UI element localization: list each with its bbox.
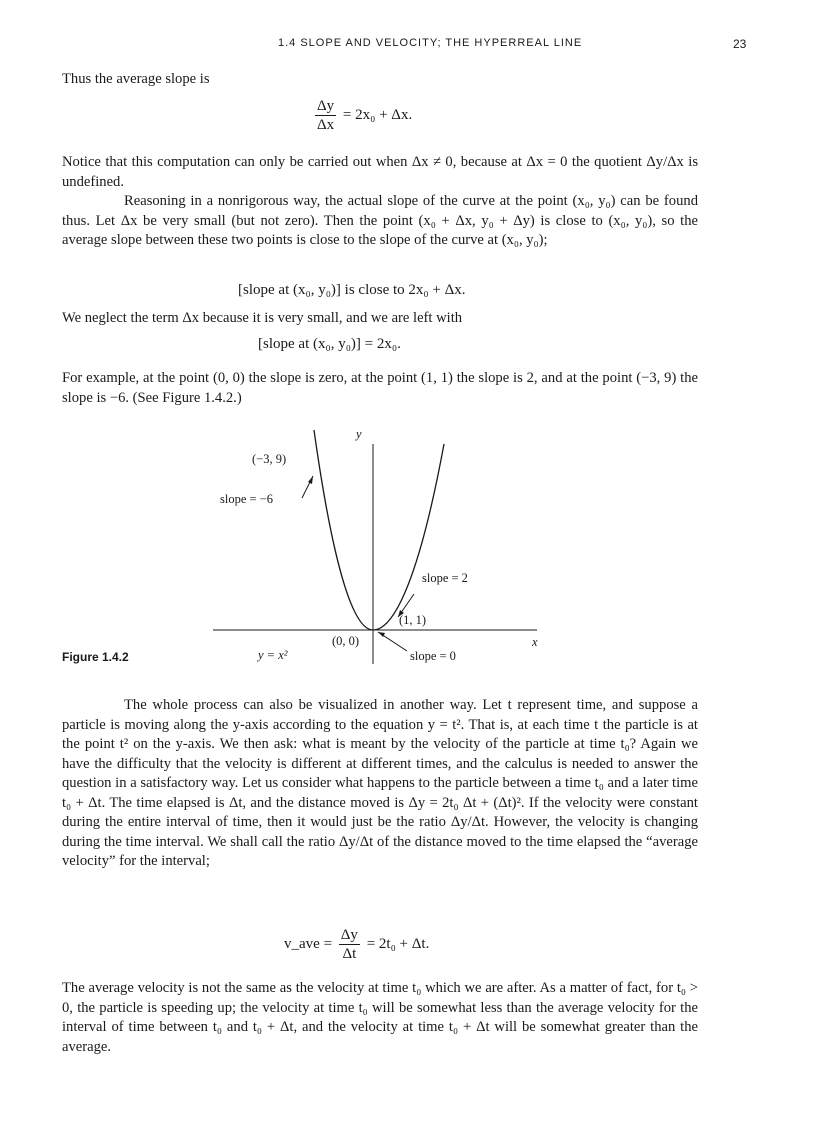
paragraph-2: Notice that this computation can only be carried out when Δx ≠ 0, because at Δx = 0 the quotient Δy/Δx is undefined. [62,154,698,190]
equation-slope-close: [slope at (x₀, y₀)] is close to 2x₀ + Δx. [238,282,466,298]
fraction-dy-dt [339,926,360,963]
paragraph-3: Reasoning in a nonrigorous way, the actual slope of the curve at the point (x₀, y₀) can be found thus. Let Δx be very small (but not zero). Then the point (x₀ + Δx, y₀ + Δy) is close to (x₀, y₀), so the average slope between these two points is close to the slope of the curve at (x₀, y₀); [62,193,698,248]
figure-caption: Figure 1.4.2 [62,650,129,664]
equation-average-slope [312,97,412,134]
y-axis-label: y [356,427,362,441]
page-number: 23 [733,37,747,51]
fraction-denominator: Δx [317,117,335,133]
running-title: 1.4 SLOPE AND VELOCITY; THE HYPERREAL LINE [278,37,583,49]
point-o-label: (0, 0) [332,634,360,648]
equation-average-velocity [284,926,429,963]
point-b-label: (1, 1) [399,613,427,627]
fraction-denominator: Δt [342,946,357,962]
paragraph-6: The whole process can also be visualized in another way. Let t represent time, and suppose a particle is moving along the y-axis according to the equation y = t². That is, at each time t the particle is at the point t² on the y-axis. We then ask: what is meant by the velocity of the particle at time t₀? Again we have the difficulty that the velocity is different at different times, and the calculus is needed to answer the question in a satisfactory way. Let us consider what happens to the particle between a time t₀ and a later time t₀ + Δt. The time elapsed is Δt, and the distance moved is Δy = 2t₀ Δt + (Δt)². If the velocity were constant during the entire interval of time, then it would just be the ratio Δy/Δt. However, the velocity is changing during the time interval. We shall call the ratio Δy/Δt of the distance moved to the time elapsed the “average velocity” for the interval; [62,697,698,869]
figure-svg [0,424,816,674]
paragraph-7: The average velocity is not the same as the velocity at time t₀ which we are after. As a matter of fact, for t₀ > 0, the particle is speeding up; the velocity at time t₀ will be somewhat less than the average velocity for the interval of time between t₀ and t₀ + Δt, and the velocity at time t₀ + Δt will be somewhat greater than the average. [62,980,698,1055]
equation-rhs: = 2x₀ + Δx. [342,106,413,123]
slope-o-label: slope = 0 [410,649,456,663]
slope-a-label: slope = −6 [220,492,273,506]
curve-equation-label: y = x² [258,648,288,662]
slope-b-label: slope = 2 [422,571,468,585]
running-header [0,37,816,55]
point-a-label: (−3, 9) [252,452,287,466]
fraction-numerator: Δy [340,927,358,943]
paragraph-4: We neglect the term Δx because it is very small, and we are left with [62,310,463,326]
paragraph-1: Thus the average slope is [62,71,210,87]
figure-parabola [0,424,816,674]
velocity-lhs: v_ave = [284,935,333,952]
velocity-rhs: = 2t₀ + Δt. [366,935,430,952]
fraction-dy-dx [315,97,336,134]
parabola-curve [314,430,444,630]
paragraph-5: For example, at the point (0, 0) the slope is zero, at the point (1, 1) the slope is 2, and at the point (−3, 9) the slope is −6. (See Figure 1.4.2.) [62,370,698,406]
equation-slope-equals: [slope at (x₀, y₀)] = 2x₀. [258,336,401,352]
x-axis-label: x [532,635,538,649]
fraction-numerator: Δy [317,98,335,114]
arrowhead-slope-a [308,476,313,484]
